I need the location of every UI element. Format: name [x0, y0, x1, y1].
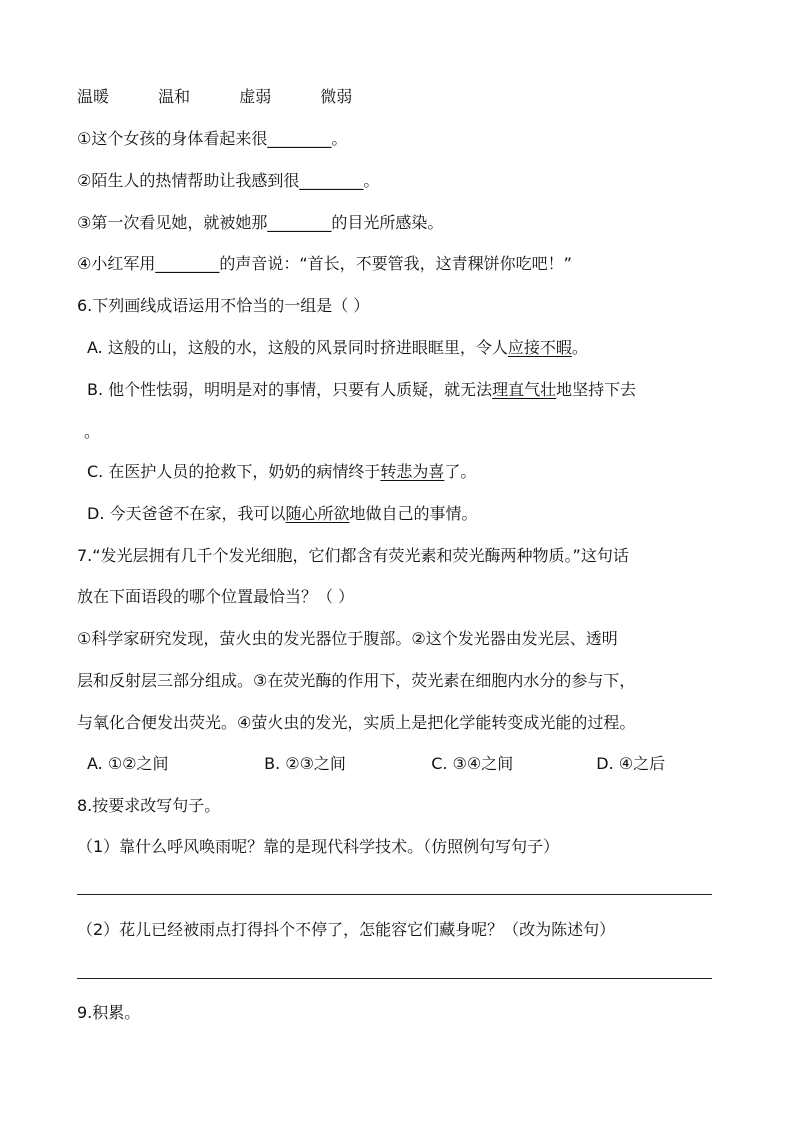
word-option: 微弱 [320, 87, 353, 106]
fill-blank-item: ②陌生人的热情帮助让我感到很________。 [77, 171, 380, 190]
word-option: 温暖 [77, 87, 110, 106]
question-9-title: 9.积累。 [77, 1003, 141, 1022]
question-7-stem: 放在下面语段的哪个位置最恰当？（ ） [77, 587, 355, 606]
question-8-title: 8.按要求改写句子。 [77, 796, 221, 815]
rewrite-item: （1）靠什么呼风唤雨呢？靠的是现代科学技术。（仿照例句写句子） [77, 837, 560, 856]
option-text: 了。 [444, 462, 477, 481]
fill-blank-item: ④小红军用________的声音说：“首长，不要管我，这青稞饼你吃吧！” [77, 254, 572, 273]
word-bank [77, 86, 352, 108]
option-c [87, 461, 476, 483]
question-6-stem: 6.下列画线成语运用不恰当的一组是（ ） [77, 296, 370, 315]
question-7-stem: 7.“发光层拥有几千个发光细胞，它们都含有荧光素和荧光酶两种物质。”这句话 [77, 546, 629, 565]
underlined-idiom: 转悲为喜 [380, 462, 445, 481]
option-text: 地坚持下去 [556, 380, 637, 399]
fill-blank-item: ③第一次看见她，就被她那________的目光所感染。 [77, 213, 444, 232]
underlined-idiom: 理直气壮 [492, 380, 557, 399]
option-b-continuation: 。 [84, 422, 101, 441]
option-text: A. 这般的山，这般的水，这般的风景同时挤进眼眶里，令人 [87, 338, 508, 357]
word-option: 虚弱 [239, 87, 272, 106]
passage-line: 与氧化合便发出荧光。④萤火虫的发光，实质上是把化学能转变成光能的过程。 [77, 713, 636, 732]
answer-option: B. ②③之间 [264, 754, 346, 773]
option-text: B. 他个性怯弱，明明是对的事情，只要有人质疑，就无法 [87, 380, 493, 399]
option-a [87, 337, 588, 359]
option-text: C. 在医护人员的抢救下，奶奶的病情终于 [87, 462, 381, 481]
answer-option: D. ④之后 [596, 754, 666, 773]
answer-option: C. ③④之间 [431, 754, 514, 773]
answer-option: A. ①②之间 [87, 754, 169, 773]
option-d [87, 503, 478, 525]
answer-line [77, 978, 712, 979]
passage-line: ①科学家研究发现，萤火虫的发光器位于腹部。②这个发光器由发光层、透明 [77, 629, 618, 648]
option-text: 地做自己的事情。 [349, 504, 478, 523]
underlined-idiom: 随心所欲 [285, 504, 350, 523]
option-text: D. 今天爸爸不在家，我可以 [87, 504, 286, 523]
underlined-idiom: 应接不暇 [507, 338, 572, 357]
word-option: 温和 [158, 87, 191, 106]
option-text: 。 [571, 338, 588, 357]
passage-line: 层和反射层三部分组成。③在荧光酶的作用下，荧光素在细胞内水分的参与下， [77, 671, 636, 690]
answer-options [87, 753, 665, 775]
answer-line [77, 894, 712, 895]
rewrite-item: （2）花儿已经被雨点打得抖个不停了，怎能容它们藏身呢？（改为陈述句） [77, 920, 616, 939]
fill-blank-item: ①这个女孩的身体看起来很________。 [77, 129, 348, 148]
option-b [87, 379, 636, 401]
